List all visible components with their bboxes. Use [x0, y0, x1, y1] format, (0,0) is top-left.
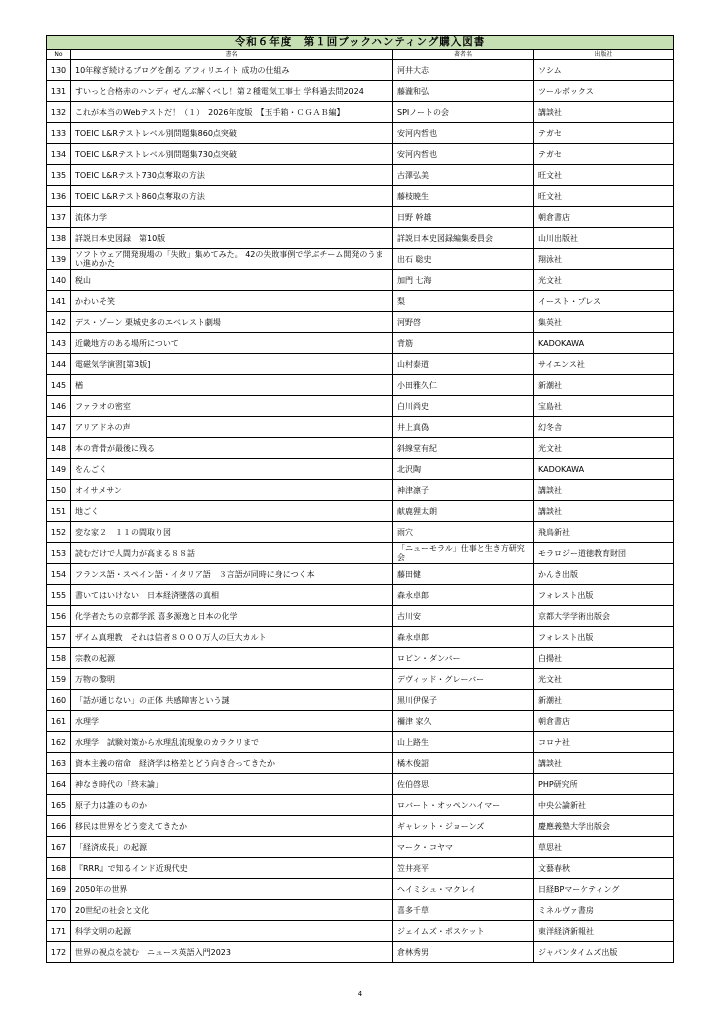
cell-author: ヘイミシュ・マクレイ [393, 879, 534, 900]
cell-no: 141 [47, 291, 71, 312]
cell-title: 原子力は誰のものか [71, 795, 393, 816]
cell-no: 170 [47, 900, 71, 921]
table-row [47, 669, 674, 690]
table-row [47, 774, 674, 795]
cell-no: 166 [47, 816, 71, 837]
cell-no: 155 [47, 585, 71, 606]
cell-publisher: かんき出版 [534, 564, 674, 585]
cell-no: 162 [47, 732, 71, 753]
cell-author: 山村泰道 [393, 354, 534, 375]
cell-author: 出石 聡史 [393, 249, 534, 270]
cell-publisher: KADOKAWA [534, 459, 674, 480]
cell-author: 加門 七海 [393, 270, 534, 291]
cell-no: 167 [47, 837, 71, 858]
cell-title: 電磁気学演習[第3版] [71, 354, 393, 375]
cell-no: 144 [47, 354, 71, 375]
cell-author: 藤田健 [393, 564, 534, 585]
table-title-row [47, 36, 674, 50]
cell-no: 137 [47, 207, 71, 228]
cell-title: TOEIC L&Rテストレベル別問題集860点突破 [71, 123, 393, 144]
cell-publisher: モラロジー道徳教育財団 [534, 543, 674, 564]
cell-publisher: 朝倉書店 [534, 711, 674, 732]
cell-no: 143 [47, 333, 71, 354]
cell-publisher: 日経BPマーケティング [534, 879, 674, 900]
cell-publisher: コロナ社 [534, 732, 674, 753]
cell-publisher: PHP研究所 [534, 774, 674, 795]
cell-no: 160 [47, 690, 71, 711]
cell-no: 151 [47, 501, 71, 522]
cell-no: 156 [47, 606, 71, 627]
cell-publisher: テガセ [534, 123, 674, 144]
column-header-no: No [47, 50, 71, 60]
table-row [47, 312, 674, 333]
cell-title: 税山 [71, 270, 393, 291]
cell-author: 神津凛子 [393, 480, 534, 501]
cell-title: 『RRR』で知るインド近現代史 [71, 858, 393, 879]
cell-publisher: ソシム [534, 60, 674, 81]
cell-no: 135 [47, 165, 71, 186]
table-row [47, 942, 674, 963]
cell-no: 134 [47, 144, 71, 165]
cell-publisher: 新潮社 [534, 375, 674, 396]
cell-title: ファラオの密室 [71, 396, 393, 417]
cell-author: 日野 幹雄 [393, 207, 534, 228]
cell-author: ロビン・ダンバー [393, 648, 534, 669]
cell-title: 20世紀の社会と文化 [71, 900, 393, 921]
cell-no: 139 [47, 249, 71, 270]
cell-title: 資本主義の宿命 経済学は格差とどう向き合ってきたか [71, 753, 393, 774]
cell-title: アリアドネの声 [71, 417, 393, 438]
table-row [47, 480, 674, 501]
table-row [47, 354, 674, 375]
cell-title: 「経済成長」の起源 [71, 837, 393, 858]
table-row [47, 816, 674, 837]
cell-no: 138 [47, 228, 71, 249]
cell-author: 安河内哲也 [393, 123, 534, 144]
cell-author: 森永卓郎 [393, 627, 534, 648]
cell-publisher: 新潮社 [534, 690, 674, 711]
cell-publisher: 草思社 [534, 837, 674, 858]
cell-title: 書いてはいけない 日本経済墜落の真相 [71, 585, 393, 606]
cell-author: 笠井亮平 [393, 858, 534, 879]
cell-publisher: 宝島社 [534, 396, 674, 417]
cell-title: デス・ゾーン 栗城史多のエベレスト劇場 [71, 312, 393, 333]
table-row [47, 858, 674, 879]
table-row [47, 627, 674, 648]
table-row [47, 375, 674, 396]
cell-title: 10年稼ぎ続けるブログを創る アフィリエイト 成功の仕組み [71, 60, 393, 81]
cell-publisher: 飛鳥新社 [534, 522, 674, 543]
column-header-author: 著者名 [393, 50, 534, 60]
table-row [47, 207, 674, 228]
table-row [47, 732, 674, 753]
column-header-publisher: 出版社 [534, 50, 674, 60]
cell-author: 「ニューモラル」仕事と生き方研究会 [393, 543, 534, 564]
column-header-row [47, 50, 674, 60]
cell-author: 藤枝暁生 [393, 186, 534, 207]
cell-publisher: KADOKAWA [534, 333, 674, 354]
cell-title: 近畿地方のある場所について [71, 333, 393, 354]
cell-publisher: サイエンス社 [534, 354, 674, 375]
cell-author: ロバート・オッペンハイマー [393, 795, 534, 816]
cell-no: 164 [47, 774, 71, 795]
cell-publisher: フォレスト出版 [534, 585, 674, 606]
cell-title: TOEIC L&Rテスト730点奪取の方法 [71, 165, 393, 186]
cell-title: 水理学 [71, 711, 393, 732]
cell-title: 変な家２ １１の間取り図 [71, 522, 393, 543]
cell-publisher: 翔泳社 [534, 249, 674, 270]
table-row [47, 837, 674, 858]
cell-title: 楢 [71, 375, 393, 396]
cell-publisher: 集英社 [534, 312, 674, 333]
cell-title: 化学者たちの京都学派 喜多源逸と日本の化学 [71, 606, 393, 627]
table-row [47, 606, 674, 627]
cell-title: フランス語・スペイン語・イタリア語 ３言語が同時に身につく本 [71, 564, 393, 585]
cell-no: 132 [47, 102, 71, 123]
cell-title: 地ごく [71, 501, 393, 522]
cell-title: 詳説日本史図録 第10版 [71, 228, 393, 249]
cell-title: ザイム真理教 それは信者８０００万人の巨大カルト [71, 627, 393, 648]
cell-author: 小田雅久仁 [393, 375, 534, 396]
cell-no: 154 [47, 564, 71, 585]
cell-no: 142 [47, 312, 71, 333]
cell-author: 河野啓 [393, 312, 534, 333]
cell-publisher: 朝倉書店 [534, 207, 674, 228]
cell-no: 172 [47, 942, 71, 963]
book-table [46, 35, 674, 963]
table-row [47, 543, 674, 564]
cell-publisher: 慶應義塾大学出版会 [534, 816, 674, 837]
cell-no: 168 [47, 858, 71, 879]
cell-no: 152 [47, 522, 71, 543]
table-row [47, 291, 674, 312]
cell-no: 136 [47, 186, 71, 207]
cell-no: 131 [47, 81, 71, 102]
cell-author: 井上真偽 [393, 417, 534, 438]
cell-publisher: 講談社 [534, 753, 674, 774]
cell-author: 詳説日本史図録編集委員会 [393, 228, 534, 249]
cell-author: 佐伯啓思 [393, 774, 534, 795]
table-row [47, 165, 674, 186]
cell-publisher: 光文社 [534, 669, 674, 690]
cell-author: 白川尚史 [393, 396, 534, 417]
table-row [47, 438, 674, 459]
cell-author: 河井大志 [393, 60, 534, 81]
cell-no: 157 [47, 627, 71, 648]
cell-publisher: 白揚社 [534, 648, 674, 669]
cell-no: 149 [47, 459, 71, 480]
table-row [47, 795, 674, 816]
cell-no: 130 [47, 60, 71, 81]
cell-title: 神なき時代の「終末論」 [71, 774, 393, 795]
cell-author: 藤瀧和弘 [393, 81, 534, 102]
cell-author: 山上路生 [393, 732, 534, 753]
cell-publisher: 文藝春秋 [534, 858, 674, 879]
cell-no: 148 [47, 438, 71, 459]
cell-publisher: 山川出版社 [534, 228, 674, 249]
cell-publisher: 旺文社 [534, 165, 674, 186]
table-row [47, 585, 674, 606]
cell-author: 献鹿狸太朗 [393, 501, 534, 522]
cell-publisher: 東洋経済新報社 [534, 921, 674, 942]
cell-title: 万物の黎明 [71, 669, 393, 690]
document-title: 令和６年度 第１回ブックハンティング購入図書 [47, 36, 674, 50]
table-row [47, 564, 674, 585]
cell-title: 科学文明の起源 [71, 921, 393, 942]
cell-no: 159 [47, 669, 71, 690]
cell-author: ギャレット・ジョーンズ [393, 816, 534, 837]
cell-author: デヴィッド・グレーバー [393, 669, 534, 690]
cell-publisher: 幻冬舎 [534, 417, 674, 438]
cell-no: 150 [47, 480, 71, 501]
table-body [47, 60, 674, 963]
cell-author: 斜線堂有紀 [393, 438, 534, 459]
cell-title: 水理学 試験対策から水理乱流現象のカラクリまで [71, 732, 393, 753]
cell-author: 北沢陶 [393, 459, 534, 480]
table-row [47, 333, 674, 354]
cell-publisher: 講談社 [534, 102, 674, 123]
cell-publisher: 講談社 [534, 480, 674, 501]
cell-publisher: 中央公論新社 [534, 795, 674, 816]
cell-no: 140 [47, 270, 71, 291]
cell-no: 147 [47, 417, 71, 438]
cell-author: 雨穴 [393, 522, 534, 543]
table-row [47, 753, 674, 774]
cell-no: 163 [47, 753, 71, 774]
cell-no: 153 [47, 543, 71, 564]
cell-publisher: テガセ [534, 144, 674, 165]
cell-no: 171 [47, 921, 71, 942]
table-row [47, 648, 674, 669]
cell-author: 古澤弘美 [393, 165, 534, 186]
cell-title: 流体力学 [71, 207, 393, 228]
cell-title: すいっと合格赤のハンディ ぜんぶ解くべし！第２種電気工事士 学科過去問2024 [71, 81, 393, 102]
table-row [47, 417, 674, 438]
cell-author: 背筋 [393, 333, 534, 354]
table-row [47, 711, 674, 732]
cell-publisher: 講談社 [534, 501, 674, 522]
cell-author: 禰津 家久 [393, 711, 534, 732]
table-row [47, 60, 674, 81]
table-row [47, 270, 674, 291]
table-row [47, 396, 674, 417]
table-row [47, 228, 674, 249]
cell-author: 古川安 [393, 606, 534, 627]
cell-publisher: 光文社 [534, 438, 674, 459]
cell-title: 移民は世界をどう変えてきたか [71, 816, 393, 837]
cell-author: 喜多千草 [393, 900, 534, 921]
cell-title: 宗教の起源 [71, 648, 393, 669]
cell-publisher: フォレスト出版 [534, 627, 674, 648]
cell-author: ジェイムズ・ポスケット [393, 921, 534, 942]
cell-author: 倉林秀男 [393, 942, 534, 963]
purchase-list-sheet [46, 35, 673, 963]
cell-title: TOEIC L&Rテスト860点奪取の方法 [71, 186, 393, 207]
cell-title: 世界の視点を読む ニュース英語入門2023 [71, 942, 393, 963]
cell-author: 森永卓郎 [393, 585, 534, 606]
cell-title: TOEIC L&Rテストレベル別問題集730点突破 [71, 144, 393, 165]
cell-no: 133 [47, 123, 71, 144]
cell-title: オイサメサン [71, 480, 393, 501]
table-row [47, 186, 674, 207]
table-row [47, 690, 674, 711]
cell-title: をんごく [71, 459, 393, 480]
cell-publisher: ジャパンタイムズ出版 [534, 942, 674, 963]
table-row [47, 102, 674, 123]
cell-author: 安河内哲也 [393, 144, 534, 165]
cell-no: 145 [47, 375, 71, 396]
cell-title: 本の背骨が最後に残る [71, 438, 393, 459]
cell-publisher: ツールボックス [534, 81, 674, 102]
cell-title: これが本当のWebテストだ！（１） 2026年度版 【玉手箱・ＣＧＡＢ編】 [71, 102, 393, 123]
cell-no: 169 [47, 879, 71, 900]
cell-no: 165 [47, 795, 71, 816]
cell-no: 146 [47, 396, 71, 417]
cell-title: 「話が通じない」の正体 共感障害という謎 [71, 690, 393, 711]
cell-author: 橘木俊詔 [393, 753, 534, 774]
cell-author: 黒川伊保子 [393, 690, 534, 711]
cell-title: ソフトウェア開発現場の「失敗」集めてみた。 42の失敗事例で学ぶチーム開発のうまい進めかた [71, 249, 393, 270]
cell-no: 161 [47, 711, 71, 732]
table-row [47, 501, 674, 522]
page-number: 4 [357, 990, 363, 998]
cell-publisher: 光文社 [534, 270, 674, 291]
table-row [47, 522, 674, 543]
table-row [47, 123, 674, 144]
table-row [47, 900, 674, 921]
cell-author: マーク・コヤマ [393, 837, 534, 858]
table-row [47, 921, 674, 942]
column-header-title: 書名 [71, 50, 393, 60]
table-row [47, 249, 674, 270]
cell-title: かわいそ笑 [71, 291, 393, 312]
cell-author: 梨 [393, 291, 534, 312]
cell-publisher: ミネルヴァ書房 [534, 900, 674, 921]
table-row [47, 459, 674, 480]
cell-publisher: 京都大学学術出版会 [534, 606, 674, 627]
cell-title: 読むだけで人間力が高まる８８話 [71, 543, 393, 564]
cell-publisher: 旺文社 [534, 186, 674, 207]
cell-author: SPIノートの会 [393, 102, 534, 123]
cell-publisher: イースト・プレス [534, 291, 674, 312]
table-row [47, 81, 674, 102]
cell-title: 2050年の世界 [71, 879, 393, 900]
cell-no: 158 [47, 648, 71, 669]
table-row [47, 879, 674, 900]
table-row [47, 144, 674, 165]
